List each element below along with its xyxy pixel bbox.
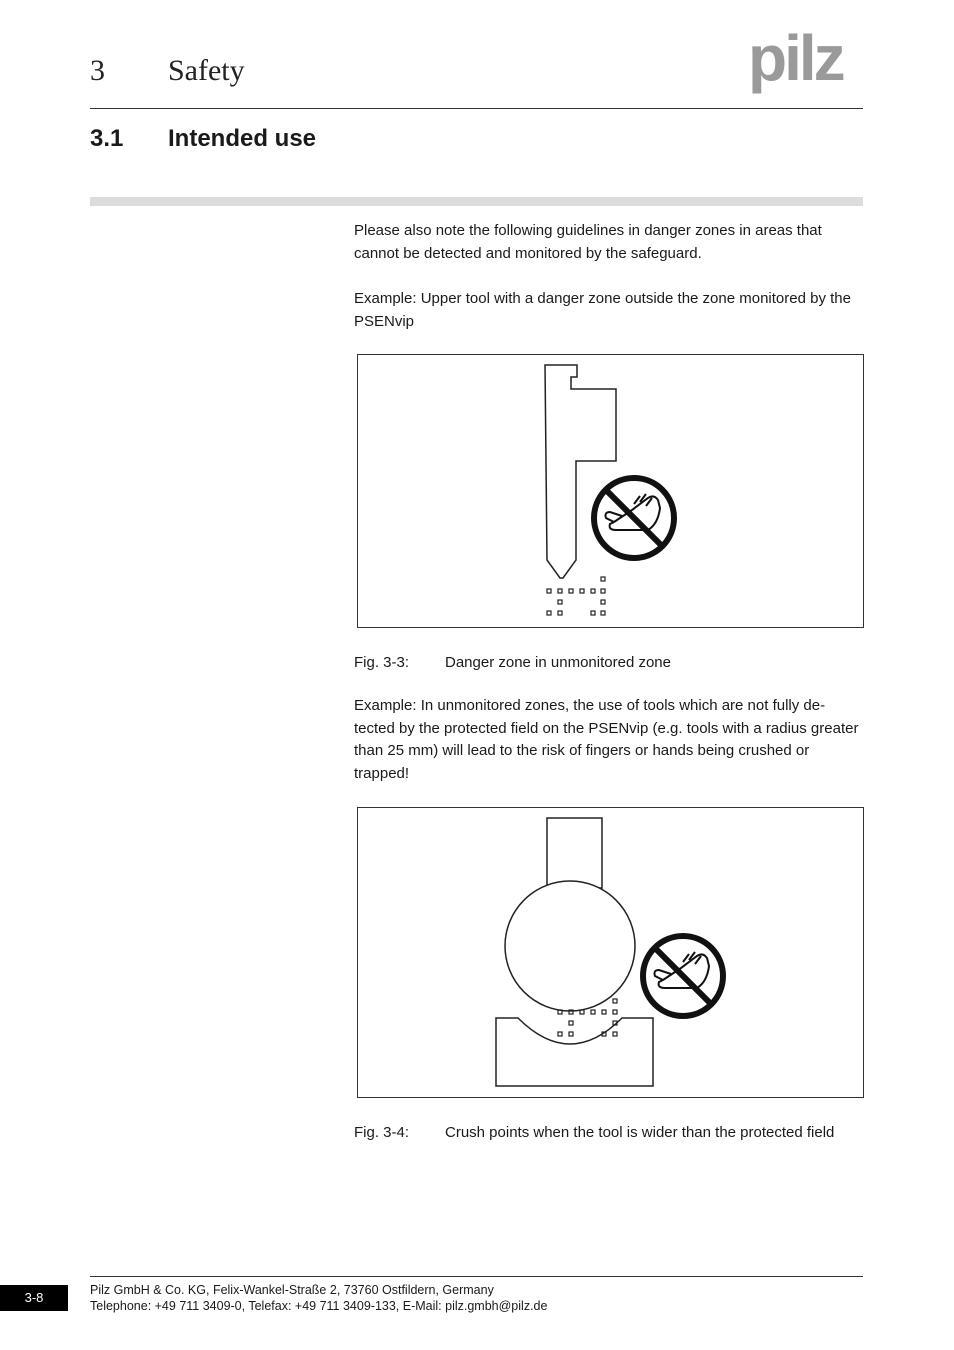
figure2-caption: Crush points when the tool is wider than the protected field [445,1124,835,1141]
chapter-title: Safety [168,54,245,87]
tool-shank [547,818,602,888]
footer-rule [90,1276,863,1277]
footer-contact: Telephone: +49 711 3409-0, Telefax: +49 711 3409-133, E-Mail: pilz.gmbh@pilz.de [90,1299,548,1313]
chapter-number: 3 [90,54,105,87]
figure-3-3 [357,354,864,628]
section-number: 3.1 [90,125,124,152]
section-divider [90,197,863,206]
no-hands-warning-icon [643,936,723,1016]
pilz-logo [748,28,864,94]
lower-die [496,1018,653,1086]
figure1-label: Fig. 3-3: [354,654,410,671]
round-tool [505,881,635,1011]
example1-paragraph: Example: Upper tool with a danger zone outside the zone monitored by the PSENvip [354,290,851,330]
figure-3-4 [357,807,864,1098]
example2-paragraph: Example: In unmonitored zones, the use of tools which are not fully de-tected by the protected field on the PSENvip (e.g. tools with a radius greater than 25 mm) will lead to the risk of fingers or hands being crushed or trapped! [354,697,859,782]
header-rule [90,108,863,109]
no-hands-warning-icon [594,478,674,558]
figure2-label: Fig. 3-4: [354,1124,410,1141]
section-title: Intended use [168,125,317,152]
page-number: 3-8 [0,1285,68,1311]
logo-text: pilz [748,28,843,94]
intro-paragraph: Please also note the following guidelines in danger zones in areas that cannot be detected and monitored by the safeguard. [354,222,822,262]
protected-field-dots [547,577,605,615]
figure1-caption: Danger zone in unmonitored zone [445,654,671,671]
footer-address: Pilz GmbH & Co. KG, Felix-Wankel-Straße 2, 73760 Ostfildern, Germany [90,1283,494,1297]
